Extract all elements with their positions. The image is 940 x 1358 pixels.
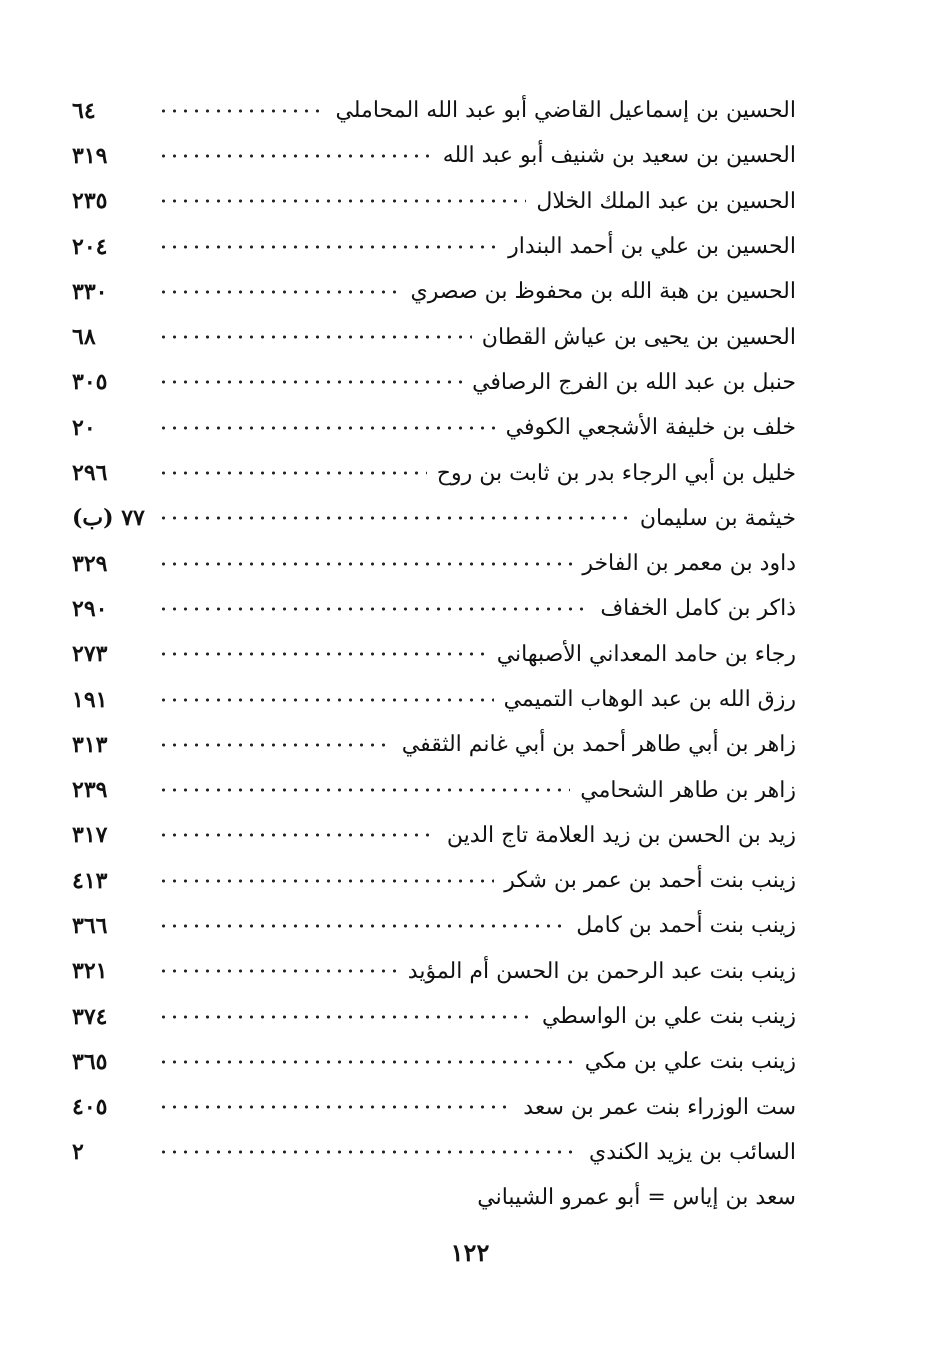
- index-list: [72, 88, 796, 1220]
- entry-page-number: ٢٠٤: [72, 233, 108, 260]
- entry-name: زينب بنت علي بن الواسطي: [541, 1004, 796, 1030]
- dot-leader: [158, 650, 487, 658]
- entry-name: ذاكر بن كامل الخفاف: [600, 596, 796, 622]
- dot-leader: [158, 741, 392, 749]
- dot-leader: [158, 378, 462, 386]
- entry-page-number: ٢: [72, 1139, 84, 1166]
- entry-page-number: ١٩١: [72, 686, 108, 713]
- index-entry: [72, 314, 796, 359]
- dot-leader: [158, 424, 496, 432]
- entry-page-number: ٤٠٥: [72, 1094, 108, 1121]
- entry-name: الحسين بن علي بن أحمد البندار: [508, 234, 796, 260]
- index-entry: [72, 677, 796, 722]
- index-entry: [72, 224, 796, 269]
- entry-page-number: ٢٩٦: [72, 460, 108, 487]
- index-entry: [72, 88, 796, 133]
- dot-leader: [158, 605, 590, 613]
- index-entry: [72, 767, 796, 812]
- entry-page-number: ٣٣٠: [72, 278, 108, 305]
- entry-page-number: ٢٠: [72, 414, 96, 441]
- dot-leader: [158, 877, 494, 885]
- entry-page-number: ٣٢١: [72, 958, 108, 985]
- entry-page-number: ٣١٩: [72, 142, 108, 169]
- entry-name: الحسين بن إسماعيل القاضي أبو عبد الله المحاملي: [335, 98, 796, 124]
- index-entry: [72, 541, 796, 586]
- dot-leader: [158, 1148, 579, 1156]
- dot-leader: [158, 288, 401, 296]
- dot-leader: [158, 967, 398, 975]
- entry-name: زاهر بن أبي طاهر أحمد بن أبي غانم الثقفي: [401, 732, 796, 758]
- entry-page-number: ٤١٣: [72, 867, 108, 894]
- entry-page-number: ٢٩٠: [72, 595, 108, 622]
- entry-page-number: ٦٨: [72, 324, 96, 351]
- index-entry: [72, 1130, 796, 1175]
- entry-page-number: ٢٣٥: [72, 188, 108, 215]
- entry-name: الحسين بن عبد الملك الخلال: [536, 188, 796, 214]
- entry-name: زينب بنت أحمد بن كامل: [576, 913, 796, 939]
- entry-page-number: ٣٧٤: [72, 1003, 108, 1030]
- entry-page-number: ٣١٧: [72, 822, 108, 849]
- entry-page-number: ٣٠٥: [72, 369, 108, 396]
- entry-name: خيثمة بن سليمان: [639, 505, 796, 531]
- dot-leader: [158, 107, 325, 115]
- entry-page-number: ٢٣٩: [72, 777, 108, 804]
- dot-leader: [158, 922, 566, 930]
- index-entry: [72, 949, 796, 994]
- entry-name: زاهر بن طاهر الشحامي: [580, 777, 796, 803]
- index-entry: [72, 586, 796, 631]
- entry-name: سعد بن إياس = أبو عمرو الشيباني: [477, 1185, 796, 1211]
- entry-name: السائب بن يزيد الكندي: [588, 1139, 796, 1165]
- entry-name: زينب بنت أحمد بن عمر بن شكر: [504, 868, 796, 894]
- entry-name: خلف بن خليفة الأشجعي الكوفي: [505, 415, 796, 441]
- index-entry: [72, 450, 796, 495]
- entry-name: حنبل بن عبد الله بن الفرج الرصافي: [472, 369, 796, 395]
- entry-page-number: ٧٧ (ب): [72, 505, 145, 532]
- entry-name: زينب بنت عبد الرحمن بن الحسن أم المؤيد: [407, 958, 796, 984]
- entry-page-number: ٣٦٥: [72, 1048, 108, 1075]
- entry-name: الحسين بن سعيد بن شنيف أبو عبد الله: [442, 143, 796, 169]
- index-entry: [72, 1085, 796, 1130]
- entry-page-number: ٦٤: [72, 97, 96, 124]
- dot-leader: [158, 514, 630, 522]
- index-entry: [72, 269, 796, 314]
- dot-leader: [158, 152, 433, 160]
- entry-name: الحسين بن هبة الله بن محفوظ بن صصري: [410, 279, 796, 305]
- entry-name: خليل بن أبي الرجاء بدر بن ثابت بن روح: [436, 460, 796, 486]
- dot-leader: [158, 831, 437, 839]
- index-entry: [72, 722, 796, 767]
- index-entry: [72, 1175, 796, 1220]
- entry-name: داود بن معمر بن الفاخر: [582, 551, 796, 577]
- entry-name: زيد بن الحسن بن زيد العلامة تاج الدين: [446, 822, 796, 848]
- dot-leader: [158, 786, 570, 794]
- entry-page-number: ٣٢٩: [72, 550, 108, 577]
- index-entry: [72, 133, 796, 178]
- dot-leader: [158, 197, 526, 205]
- entry-name: رجاء بن حامد المعداني الأصبهاني: [496, 641, 796, 667]
- page-number: ١٢٢: [450, 1238, 490, 1267]
- index-entry: [72, 405, 796, 450]
- index-entry: [72, 1039, 796, 1084]
- dot-leader: [158, 1103, 513, 1111]
- index-entry: [72, 858, 796, 903]
- dot-leader: [158, 560, 572, 568]
- entry-page-number: ٢٧٣: [72, 641, 108, 668]
- index-entry: [72, 994, 796, 1039]
- dot-leader: [158, 1013, 532, 1021]
- dot-leader: [158, 469, 427, 477]
- dot-leader: [158, 243, 498, 251]
- dot-leader: [158, 696, 494, 704]
- entry-name: زينب بنت علي بن مكي: [584, 1049, 796, 1075]
- entry-name: ست الوزراء بنت عمر بن سعد: [523, 1094, 796, 1120]
- entry-page-number: ٣١٣: [72, 731, 108, 758]
- entry-name: الحسين بن يحيى بن عياش القطان: [481, 324, 796, 350]
- index-entry: [72, 903, 796, 948]
- entry-name: رزق الله بن عبد الوهاب التميمي: [503, 687, 796, 712]
- index-entry: [72, 813, 796, 858]
- index-entry: [72, 179, 796, 224]
- index-entry: [72, 496, 796, 541]
- dot-leader: [158, 333, 472, 341]
- dot-leader: [158, 1058, 575, 1066]
- index-entry: [72, 360, 796, 405]
- entry-page-number: ٣٦٦: [72, 912, 108, 939]
- index-entry: [72, 632, 796, 677]
